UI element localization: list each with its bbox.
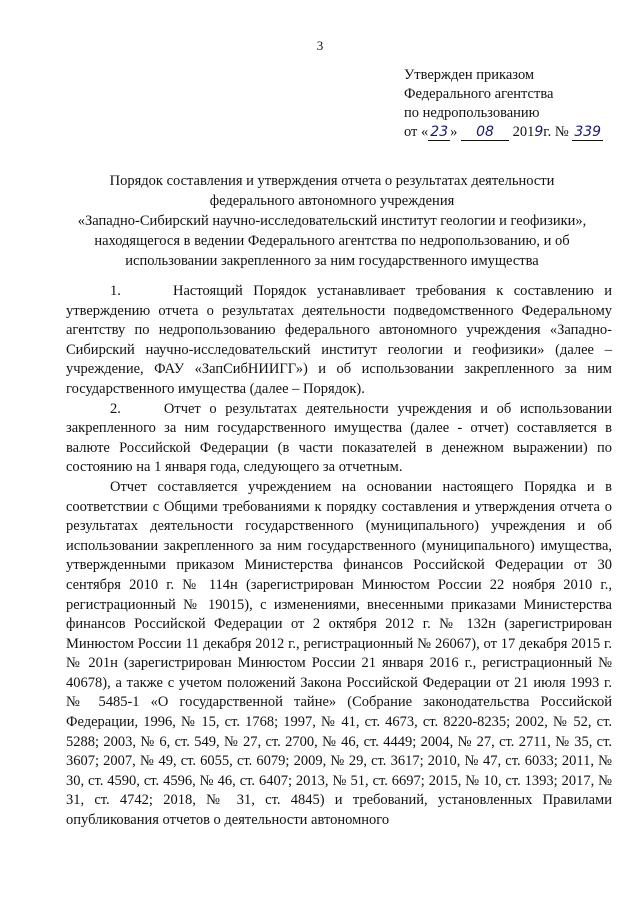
handwritten-year-digit: 9 — [534, 124, 544, 140]
approval-date-line — [404, 123, 634, 142]
date-year-prefix: 201 — [512, 124, 535, 140]
document-body — [66, 282, 612, 831]
date-mid: » — [450, 124, 458, 140]
title-line-4: находящегося в ведении Федерального агентства по недропользованию, и об — [94, 233, 570, 249]
paragraph-2: 2. Отчет о результатах деятельности учреждения и об использовании закрепленного за ним государственного имущества (далее - отчет) составляется в валюте Российской Федерации (в части показателей в денежном выражении) по состоянию на 1 января года, следующего за отчетным. — [66, 400, 612, 476]
page-number: 3 — [316, 38, 324, 53]
title-line-2: федерального автономного учреждения — [209, 193, 455, 209]
approval-block — [404, 66, 634, 142]
date-year-end: г. № — [543, 124, 569, 140]
title-line-5: использовании закрепленного за ним государственного имущества — [125, 253, 539, 269]
handwritten-day: 23 — [430, 124, 449, 140]
title-line-1: Порядок составления и утверждения отчета о результатах деятельности — [109, 173, 555, 189]
date-prefix: от « — [404, 124, 429, 140]
approval-line-1: Утвержден приказом — [404, 67, 535, 83]
document-title — [66, 171, 598, 271]
paragraph-3: Отчет составляется учреждением на основании настоящего Порядка и в соответствии с Общими требованиями к порядку составления и утверждения отчета о результатах деятельности государственного (муниципального) учреждения и об использовании закрепленного за ним государственного (муниципального) имущества, утвержденными приказом Министерства финансов Российской Федерации от 30 сентября 2010 г. № 114н (зарегистрирован Минюстом России 22 ноября 2010 г., регистрационный № 19015), с изменениями, внесенными приказами Министерства финансов Российской Федерации от 2 октября 2012 г. № 132н (зарегистрирован Минюстом России 11 декабря 2012 г., регистрационный № 26067), от 17 декабря 2015 г. № 201н (зарегистрирован Минюстом России 21 января 2016 г., регистрационный № 40678), а также с учетом положений Закона Российской Федерации от 21 июля 1993 г. № 5485-1 «О государственной тайне» (Собрание законодательства Российской Федерации, 1996, № 15, ст. 1768; 1997, № 41, ст. 4673, ст. 8220-8235; 2002, № 52, ст. 5288; 2003, № 6, ст. 549, № 27, ст. 2700, № 46, ст. 4449; 2004, № 27, ст. 2711, № 35, ст. 3607; 2007, № 49, ст. 6055, ст. 6079; 2009, № 29, ст. 3617; 2010, № 47, ст. 6033; 2011, № 30, ст. 4590, ст. 4596, № 46, ст. 6407; 2013, № 51, ст. 6697; 2015, № 10, ст. 1393; 2017, № 31, ст. 4742; 2018, № 31, ст. 4845) и требований, установленных Правилами опубликования отчетов о деятельности автономного — [66, 478, 612, 829]
approval-line-3: по недропользованию — [404, 105, 540, 121]
paragraph-1: 1. Настоящий Порядок устанавливает требования к составлению и утверждению отчета о результатах деятельности подведомственного Федеральному агентству по недропользованию федерального автономного учреждения «Западно-Сибирский научно-исследовательский институт геологии и геофизики» (далее – учреждение, ФАУ «ЗапСибНИИГГ») и об использовании закрепленного за ним государственного имущества (далее – Порядок). — [66, 283, 612, 397]
title-line-3: «Западно-Сибирский научно-исследовательский институт геологии и геофизики», — [77, 213, 587, 229]
handwritten-month: 08 — [461, 125, 509, 141]
handwritten-order-number: 339 — [574, 124, 602, 140]
approval-line-2: Федерального агентства — [404, 86, 554, 102]
